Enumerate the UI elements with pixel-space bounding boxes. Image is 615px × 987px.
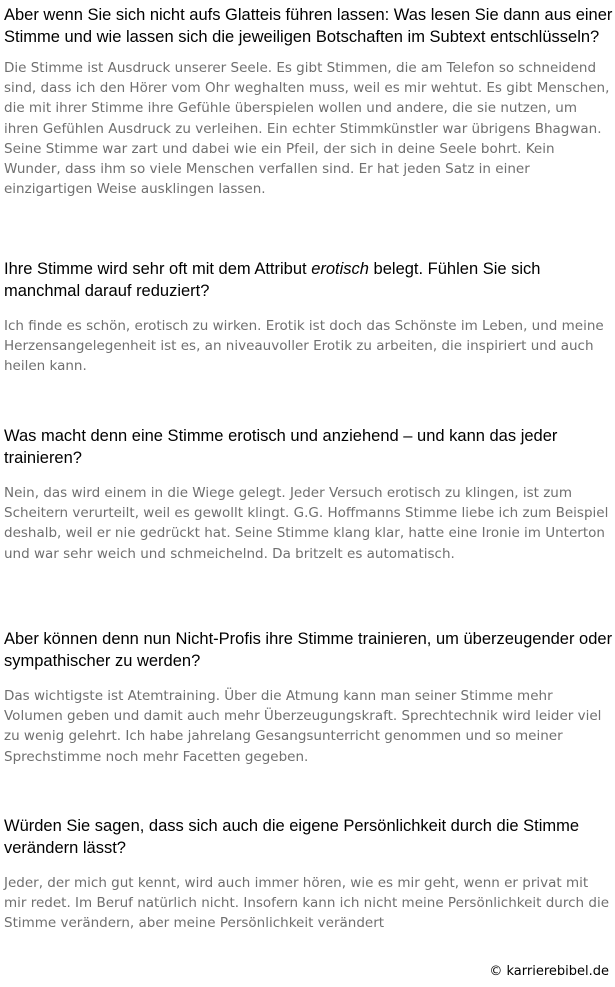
answer-2: Ich finde es schön, erotisch zu wirken. Erotik ist doch das Schönste im Leben, und meine Herzensangelegenheit ist es, an niveauvoller Erotik zu arbeiten, die inspiriert und auch heilen kann. [4,318,604,375]
qa-block-3 [4,425,613,564]
question-3: Was macht denn eine Stimme erotisch und anziehend – und kann das jeder trainieren? [4,427,558,467]
qa-block-1 [4,4,613,199]
question-4: Aber können denn nun Nicht-Profis ihre Stimme trainieren, um überzeugender oder sympathischer zu werden? [4,630,613,670]
answer-4: Das wichtigste ist Atemtraining. Über die Atmung kann man seiner Stimme mehr Volumen geben und damit auch mehr Überzeugungskraft. Sprechtechnik wird leider viel zu wenig gelehrt. Ich habe jahrelang Gesangsunterricht genommen und so meiner Sprechstimme noch mehr Facetten gegeben. [4,688,602,765]
question-1: Aber wenn Sie sich nicht aufs Glatteis führen lassen: Was lesen Sie dann aus einer Stimme und wie lassen sich die jeweiligen Botschaften im Subtext entschlüsseln? [4,6,613,46]
question-2-emphasis: erotisch [311,260,369,278]
qa-block-4 [4,628,613,767]
answer-1: Die Stimme ist Ausdruck unserer Seele. Es gibt Stimmen, die am Telefon so schneidend sind, dass ich den Hörer vom Ohr weghalten muss, weil es mir wehtut. Es gibt Menschen, die mit ihrer Stimme ihre Gefühle überspielen wollen und andere, die sie nutzen, um ihren Gefühlen Ausdruck zu verleihen. Ein echter Stimmkünstler war übrigens Bhagwan. Seine Stimme war zart und dabei wie ein Pfeil, der sich in deine Seele bohrt. Kein Wunder, dass ihm so viele Menschen verfallen sind. Er hat jeden Satz in einer einzigartigen Weise ausklingen lassen. [4,60,610,198]
qa-block-5 [4,815,613,934]
question-5: Würden Sie sagen, dass sich auch die eigene Persönlichkeit durch die Stimme verändern lässt? [4,817,580,857]
question-2-part-2: belegt. Fühlen Sie sich manchmal darauf reduziert? [4,260,541,300]
qa-block-2 [4,258,613,377]
question-2-part-1: Ihre Stimme wird sehr oft mit dem Attribut [4,260,312,278]
question-2 [4,258,613,302]
answer-5: Jeder, der mich gut kennt, wird auch immer hören, wie es mir geht, wenn er privat mit mir redet. Im Beruf natürlich nicht. Insofern kann ich nicht meine Persönlichkeit durch die Stimme verändern, aber meine Persönlichkeit verändert [4,875,610,932]
answer-3: Nein, das wird einem in die Wiege gelegt. Jeder Versuch erotisch zu klingen, ist zum Scheitern verurteilt, weil es gewollt klingt. G.G. Hoffmanns Stimme liebe ich zum Beispiel deshalb, weil er nie gedrückt hat. Seine Stimme klang klar, hatte eine Ironie im Unterton und war sehr weich und schmeichelnd. Da britzelt es automatisch. [4,485,609,562]
copyright-footer: © karrierebibel.de [489,964,609,979]
